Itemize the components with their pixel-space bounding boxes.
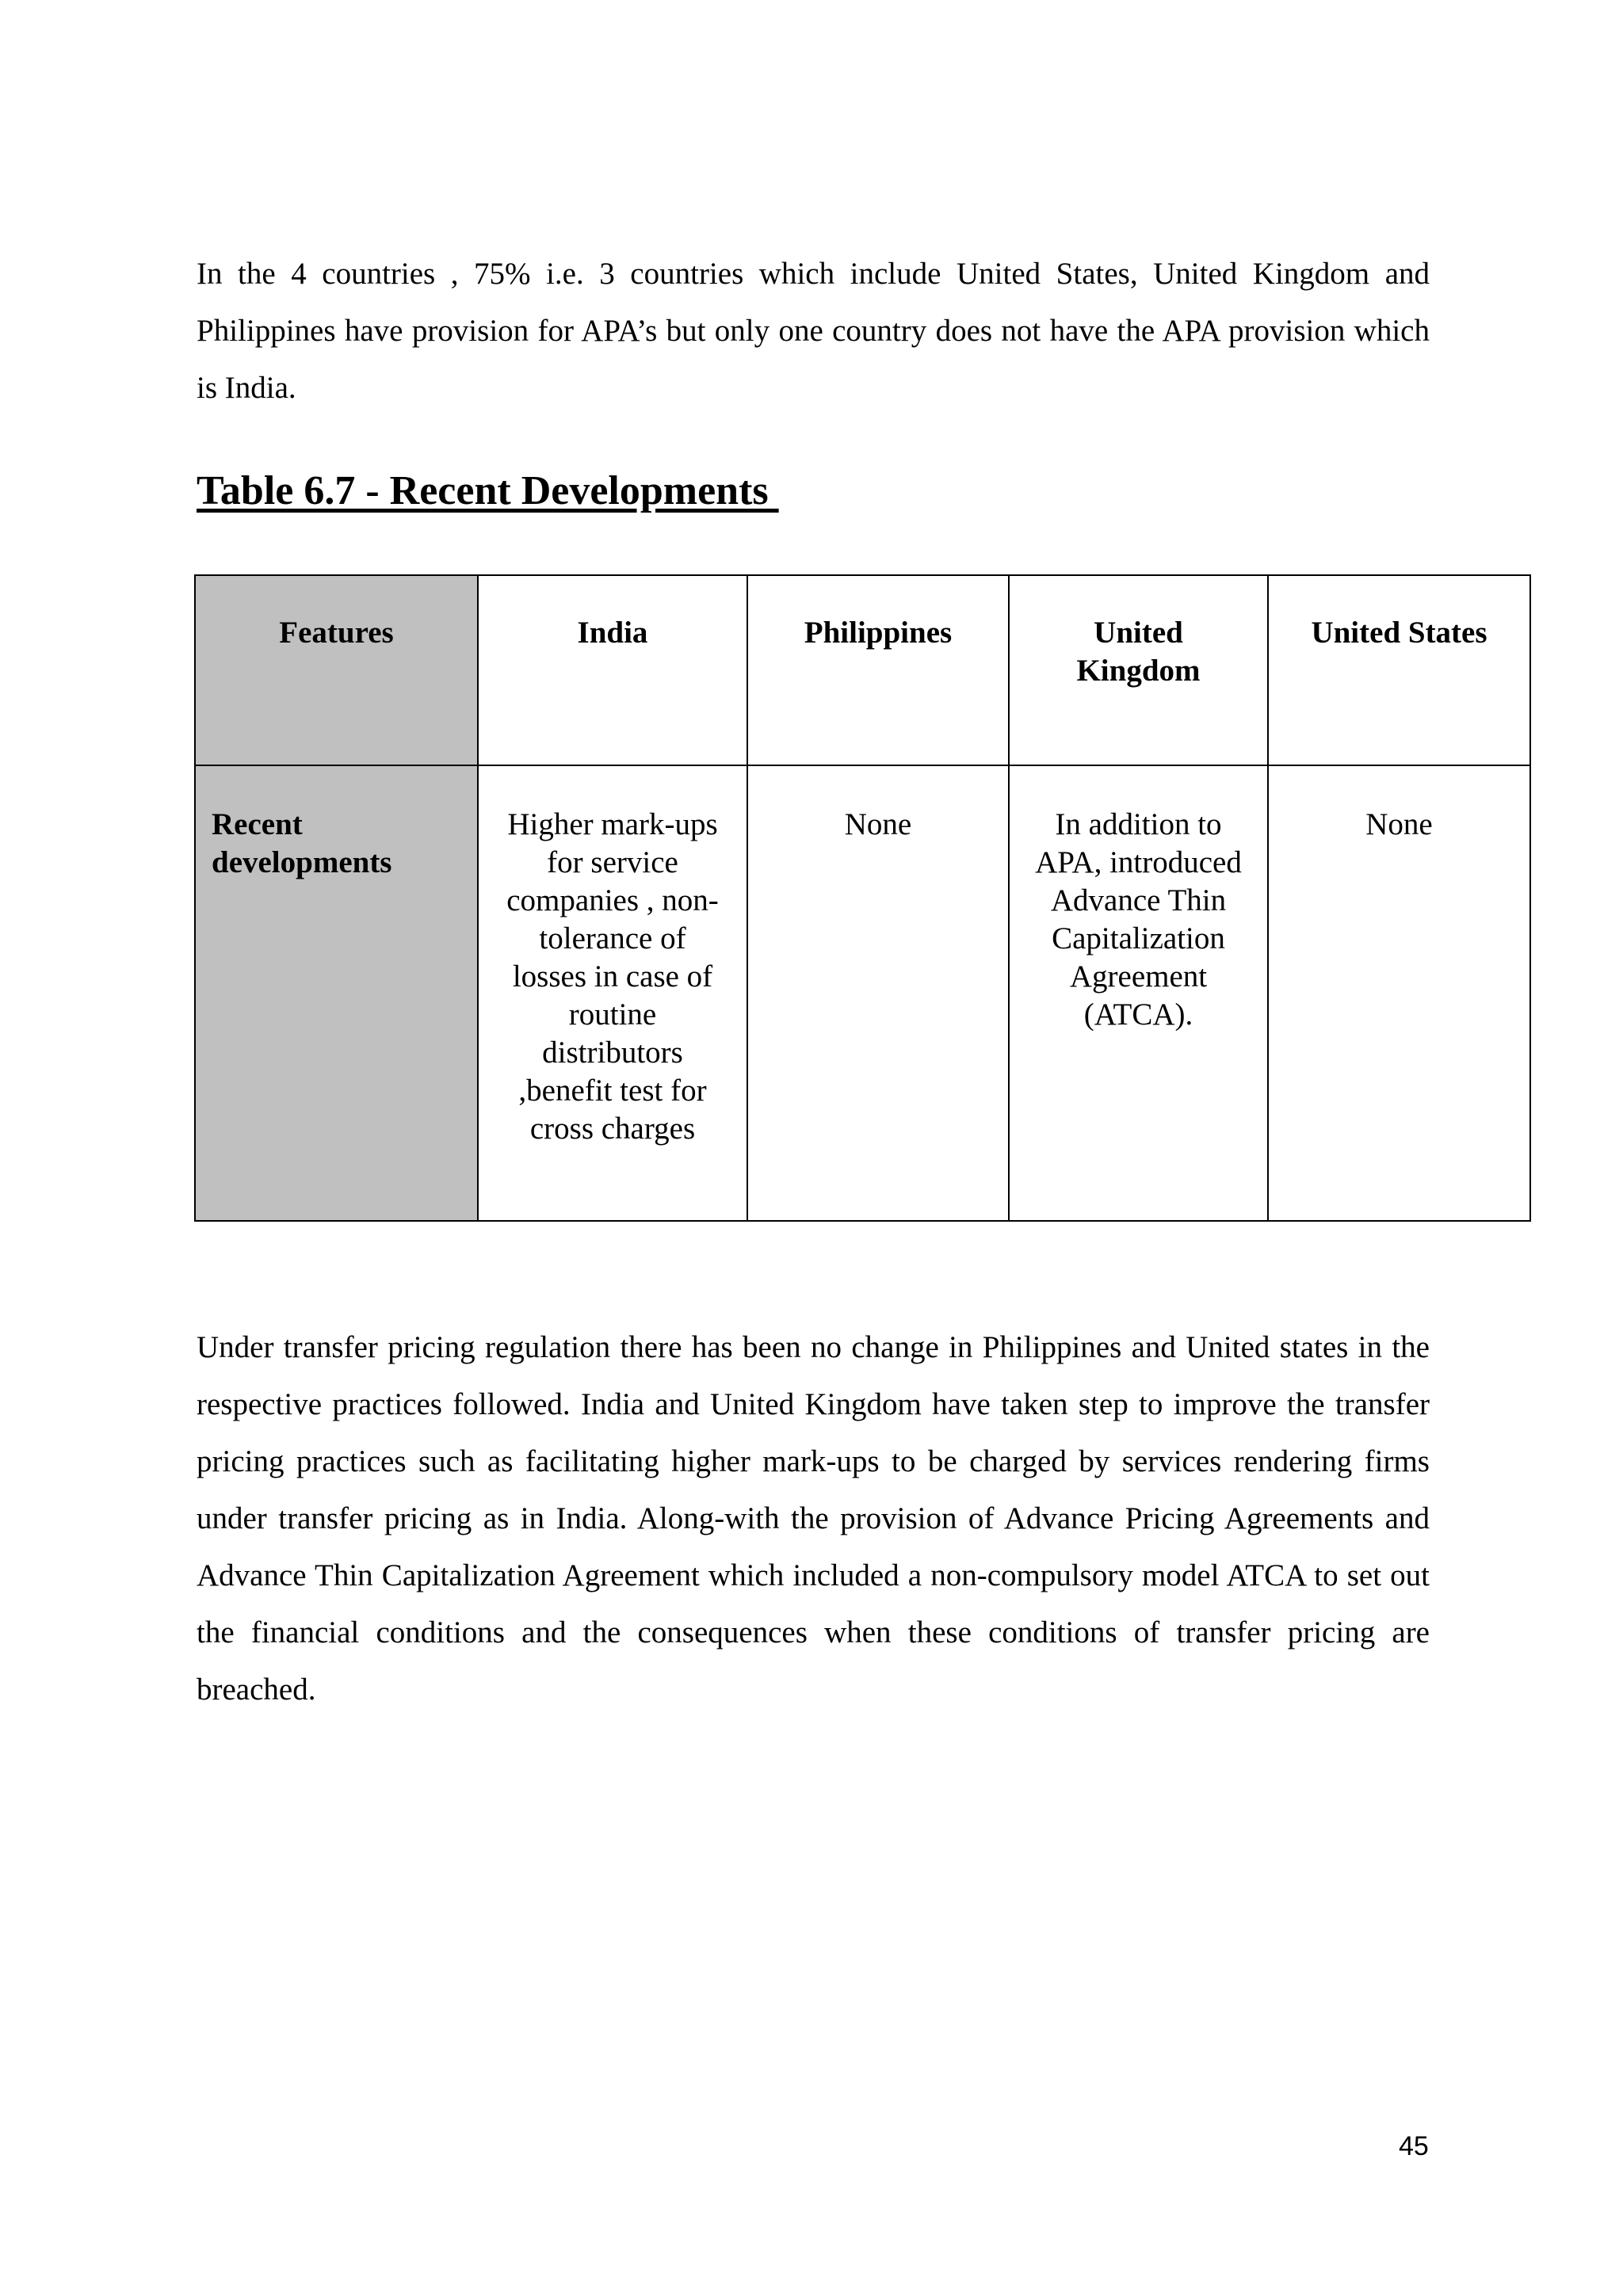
cell-india: Higher mark-ups for service companies , non-tolerance of losses in case of routine distributors ,benefit test for cross charges <box>478 765 747 1221</box>
header-united-kingdom: United Kingdom <box>1009 575 1268 765</box>
cell-united-states: None <box>1268 765 1530 1221</box>
header-philippines: Philippines <box>747 575 1009 765</box>
recent-developments-table <box>194 574 1531 1222</box>
table-title: Table 6.7 - Recent Developments <box>197 468 779 513</box>
conclusion-paragraph: Under transfer pricing regulation there has been no change in Philippines and United states in the respective practices followed. India and United Kingdom have taken step to improve the transfer pricing practices such as facilitating higher mark-ups to be charged by services rendering firms under transfer pricing as in India. Along-with the provision of Advance Pricing Agreements and Advance Thin Capitalization Agreement which included a non-compulsory model ATCA to set out the financial conditions and the consequences when these conditions of transfer pricing are breached. <box>197 1330 1430 1707</box>
cell-united-kingdom: In addition to APA, introduced Advance Thin Capitalization Agreement (ATCA). <box>1009 765 1268 1221</box>
header-united-states: United States <box>1268 575 1530 765</box>
feature-cell-recent-developments: Recent developments <box>195 765 478 1221</box>
header-india: India <box>478 575 747 765</box>
page-number: 45 <box>1399 2131 1429 2161</box>
cell-philippines: None <box>747 765 1009 1221</box>
table-header-row <box>195 575 1530 765</box>
table-row <box>195 765 1530 1221</box>
intro-paragraph: In the 4 countries , 75% i.e. 3 countries which include United States, United Kingdom and Philippines have provision for APA’s but only one country does not have the APA provision which is India. <box>197 257 1430 405</box>
header-features: Features <box>195 575 478 765</box>
